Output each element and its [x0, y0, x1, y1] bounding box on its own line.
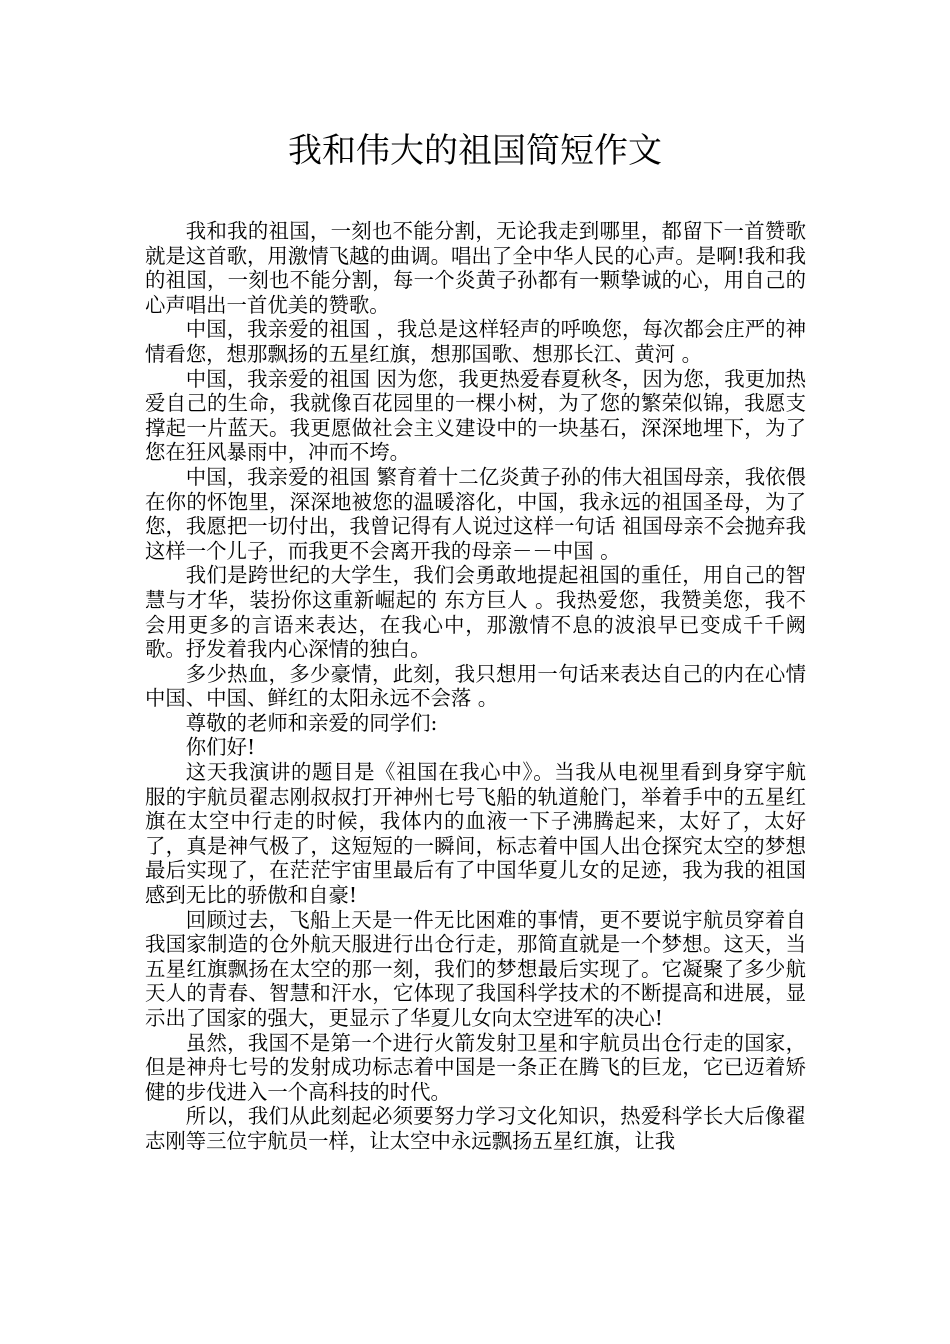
paragraph: 中国，我亲爱的祖国 因为您，我更热爱春夏秋冬，因为您，我更加热爱自己的生命，我就像百花园里的一棵小树，为了您的繁荣似锦，我愿支撑起一片蓝天。我更愿做社会主义建设中的一块基石，深深地埋下，为了您在狂风暴雨中，冲而不垮。 — [145, 366, 806, 465]
paragraph: 这天我演讲的题目是《祖国在我心中》。当我从电视里看到身穿宇航服的宇航员翟志刚叔叔打开神州七号飞船的轨道舱门，举着手中的五星红旗在太空中行走的时候，我体内的血液一下子沸腾起来，太好了，太好了，真是神气极了，这短短的一瞬间，标志着中国人出仓探究太空的梦想最后实现了，在茫茫宇宙里最后有了中国华夏儿女的足迹，我为我的祖国感到无比的骄傲和自豪! — [145, 760, 806, 908]
paragraph: 我和我的祖国，一刻也不能分割，无论我走到哪里，都留下一首赞歌 就是这首歌，用激情飞越的曲调。唱出了全中华人民的心声。是啊!我和我的祖国，一刻也不能分割，每一个炎黄子孙都有一颗挚诚的心，用自己的心声唱出一首优美的赞歌。 — [145, 219, 806, 317]
paragraph: 中国，我亲爱的祖国 ，我总是这样轻声的呼唤您，每次都会庄严的神情看您，想那飘扬的五星红旗，想那国歌、想那长江、黄河 。 — [145, 317, 806, 366]
paragraph: 所以，我们从此刻起必须要努力学习文化知识，热爱科学长大后像翟志刚等三位宇航员一样，让太空中永远飘扬五星红旗，让我 — [145, 1104, 806, 1153]
paragraph: 虽然，我国不是第一个进行火箭发射卫星和宇航员出仓行走的国家，但是神舟七号的发射成功标志着中国是一条正在腾飞的巨龙，它已迈着矫健的步伐进入一个高科技的时代。 — [145, 1030, 806, 1104]
paragraph: 回顾过去，飞船上天是一件无比困难的事情，更不要说宇航员穿着自我国家制造的仓外航天服进行出仓行走，那简直就是一个梦想。这天，当五星红旗飘扬在太空的那一刻，我们的梦想最后实现了。它凝聚了多少航天人的青春、智慧和汗水，它体现了我国科学技术的不断提高和进展，显示出了国家的强大，更显示了华夏儿女向太空进军的决心! — [145, 907, 806, 1030]
paragraph: 中国，我亲爱的祖国 繁育着十二亿炎黄子孙的伟大祖国母亲，我依偎在你的怀饱里，深深地被您的温暖溶化，中国，我永远的祖国圣母，为了您，我愿把一切付出，我曾记得有人说过这样一句话 祖国母亲不会抛弃我这样一个儿子，而我更不会离开我的母亲－－中国 。 — [145, 464, 806, 563]
document-title: 我和伟大的祖国简短作文 — [288, 131, 662, 171]
paragraph: 你们好! — [185, 735, 256, 760]
paragraph: 我们是跨世纪的大学生，我们会勇敢地提起祖国的重任，用自己的智慧与才华，装扮你这重新崛起的 东方巨人 。我热爱您，我赞美您，我不会用更多的言语来表达，在我心中，那激情不息的波浪早已变成千千阙歌。抒发着我内心深情的独白。 — [145, 563, 806, 662]
paragraph: 尊敬的老师和亲爱的同学们: — [185, 710, 438, 735]
paragraph: 多少热血，多少豪情，此刻，我只想用一句话来表达自己的内在心情 中国、中国、鲜红的太阳永远不会落 。 — [145, 661, 806, 711]
document-body — [145, 219, 806, 1154]
